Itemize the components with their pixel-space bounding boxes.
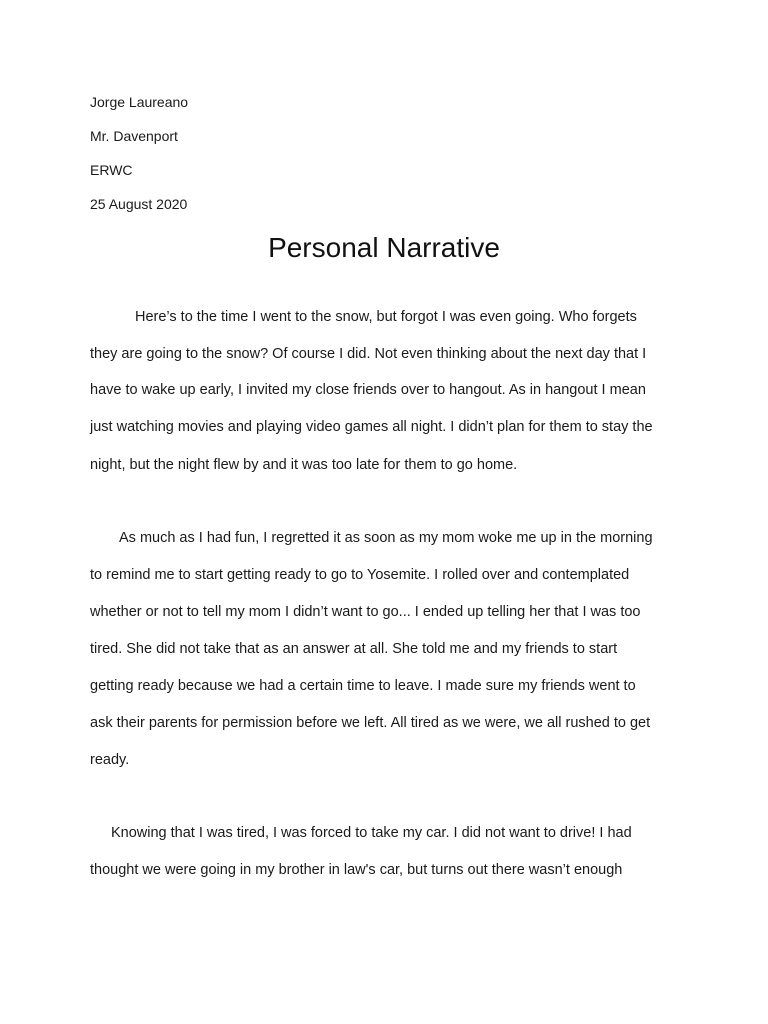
paragraph-1-line-5: night, but the night flew by and it was too late for them to go home.	[90, 457, 518, 473]
paragraph-1-line-1: Here’s to the time I went to the snow, but forgot I was even going. Who forgets	[135, 309, 637, 325]
page-title: Personal Narrative	[268, 232, 500, 263]
paragraph-2-line-7: ready.	[90, 752, 130, 768]
paragraph-1-line-2: they are going to the snow? Of course I did. Not even thinking about the next day that I	[90, 346, 647, 362]
paragraph-3-line-2: thought we were going in my brother in law's car, but turns out there wasn’t enough	[90, 862, 623, 878]
paragraph-2-line-2: to remind me to start getting ready to go to Yosemite. I rolled over and contemplated	[90, 567, 630, 583]
paragraph-2-line-4: tired. She did not take that as an answer at all. She told me and my friends to start	[90, 641, 618, 657]
paragraph-3-line-1: Knowing that I was tired, I was forced to take my car. I did not want to drive! I had	[111, 825, 632, 841]
paragraph-2-line-3: whether or not to tell my mom I didn’t want to go... I ended up telling her that I was too	[90, 604, 641, 620]
paragraph-2-line-6: ask their parents for permission before we left. All tired as we were, we all rushed to get	[90, 715, 651, 731]
document-date: 25 August 2020	[90, 196, 188, 212]
course-name: ERWC	[90, 162, 133, 178]
teacher-name: Mr. Davenport	[90, 128, 178, 144]
paragraph-1-line-3: have to wake up early, I invited my close friends over to hangout. As in hangout I mean	[90, 382, 646, 398]
paragraph-2-line-1: As much as I had fun, I regretted it as soon as my mom woke me up in the morning	[119, 530, 653, 546]
paragraph-1-line-4: just watching movies and playing video games all night. I didn’t plan for them to stay the	[90, 419, 653, 435]
paragraph-2-line-5: getting ready because we had a certain time to leave. I made sure my friends went to	[90, 678, 636, 694]
author-name: Jorge Laureano	[90, 94, 189, 110]
